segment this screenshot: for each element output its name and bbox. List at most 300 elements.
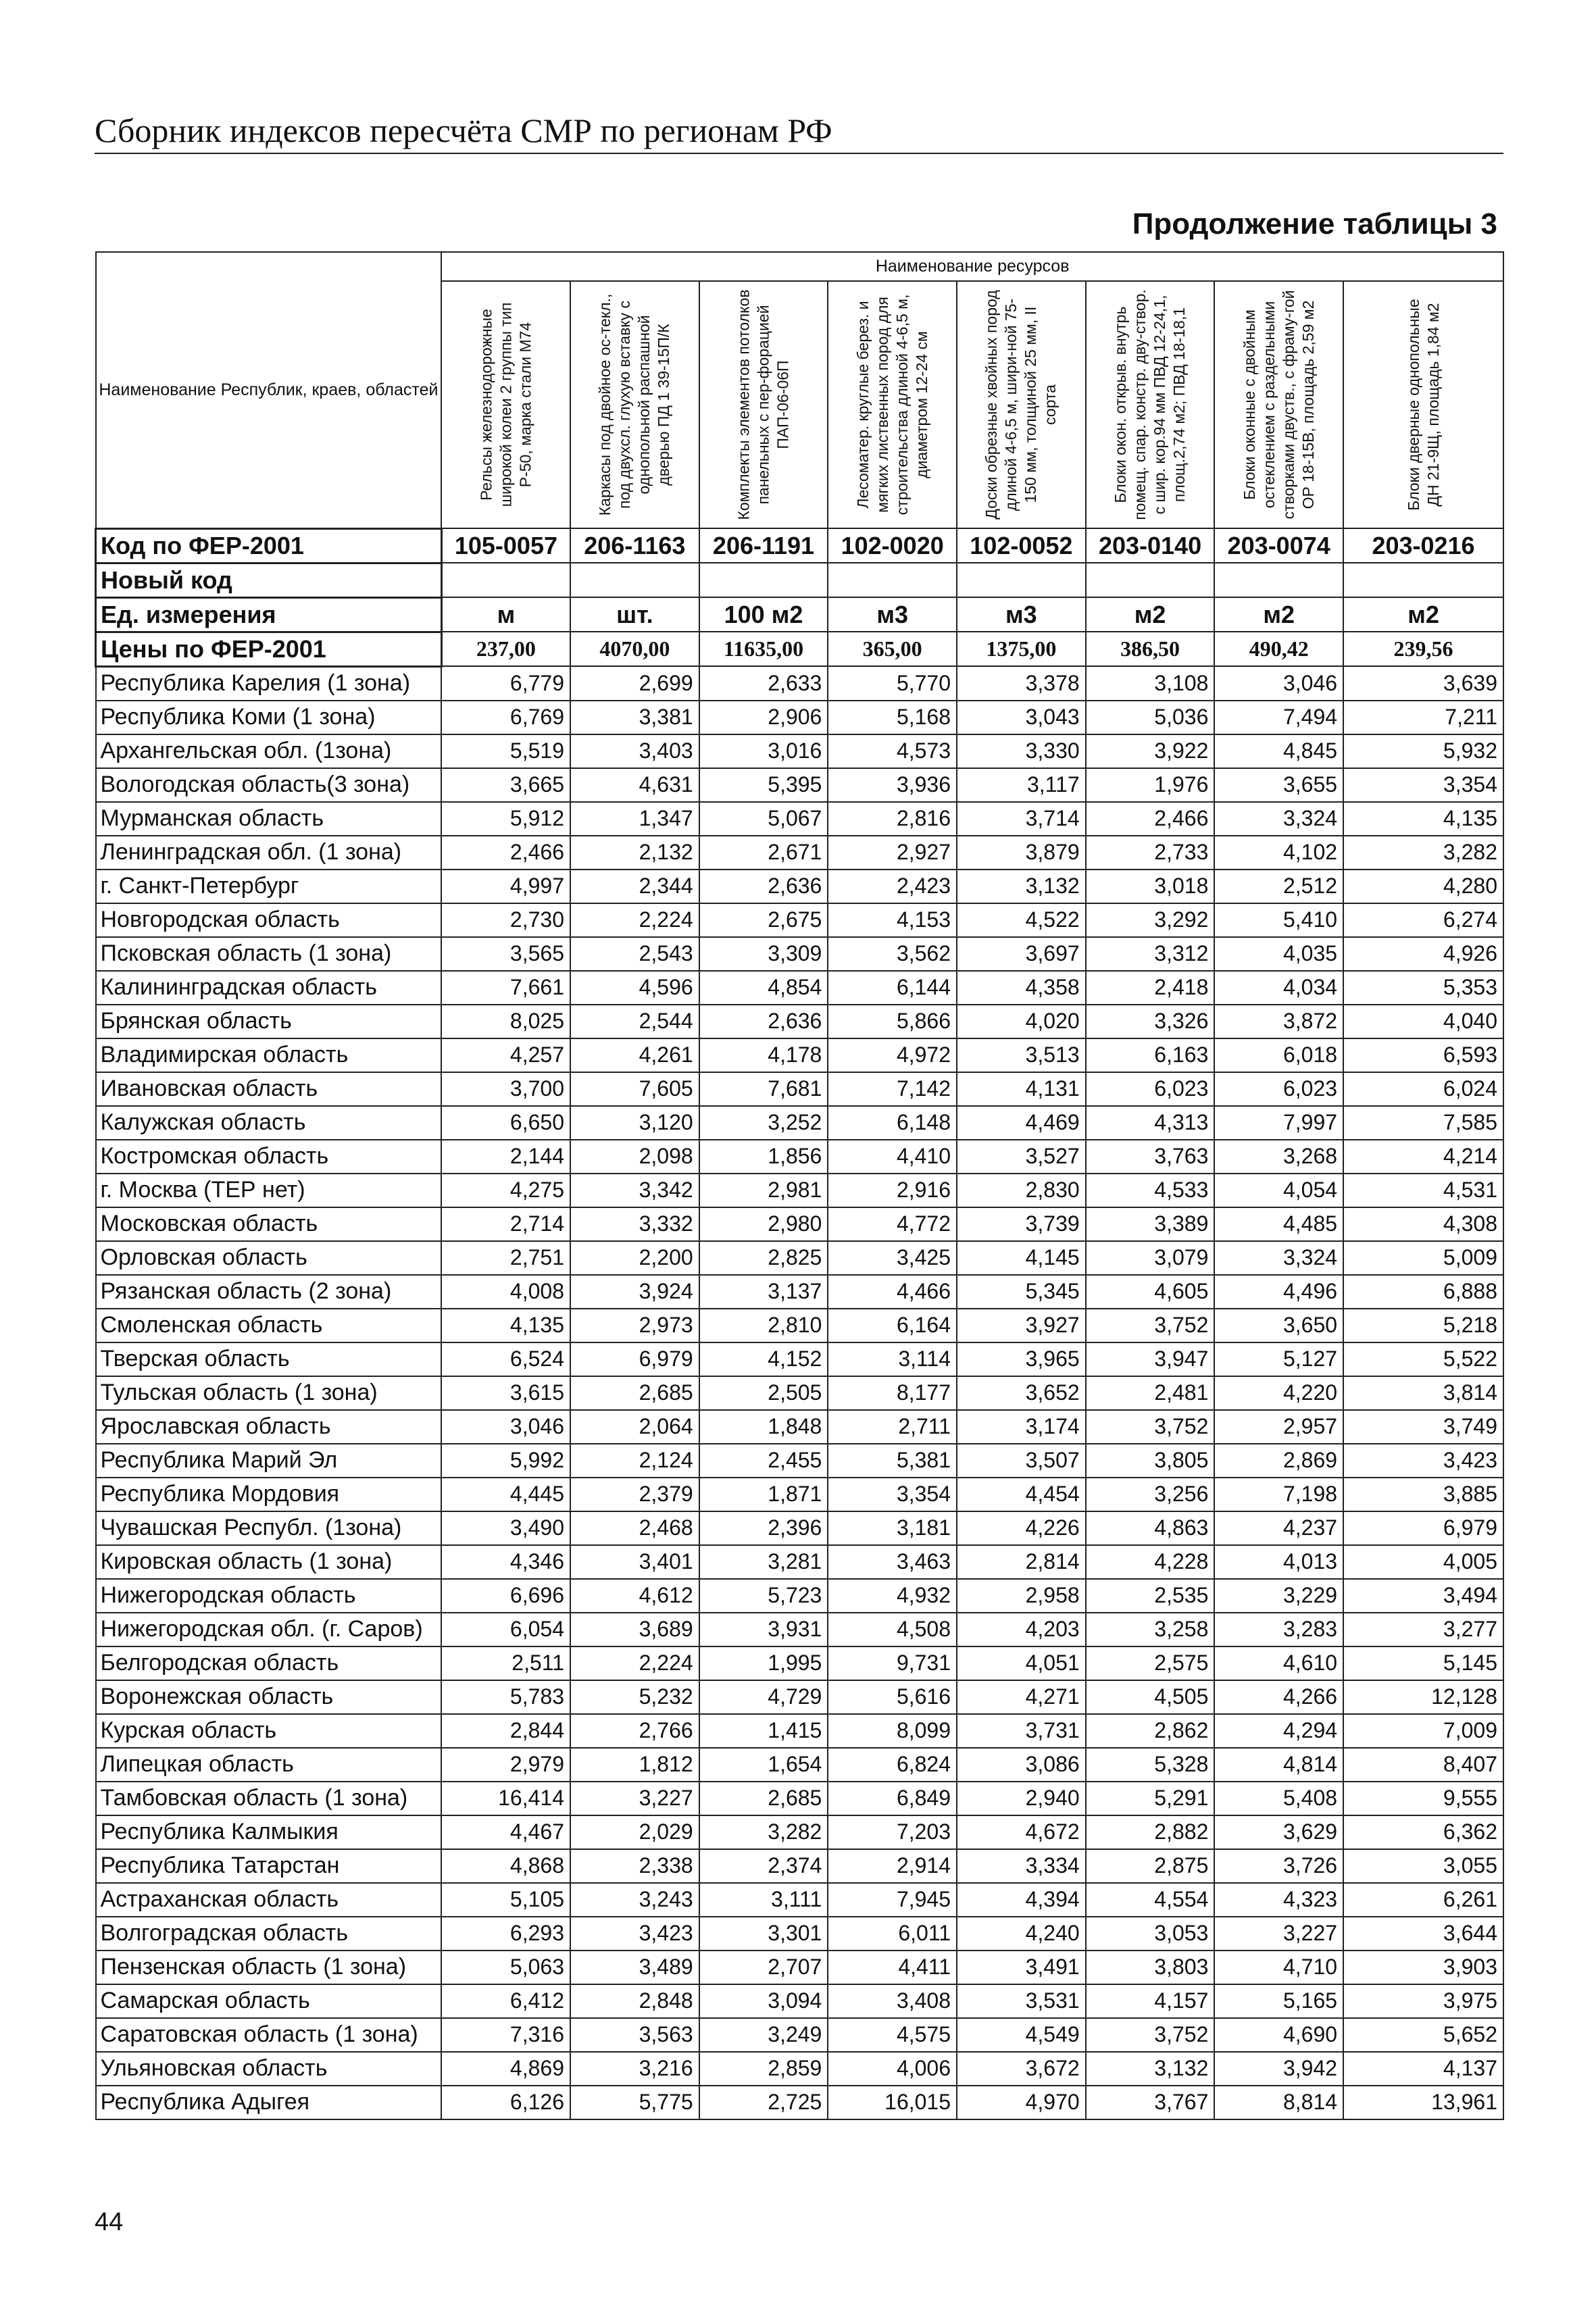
table-row [96,1680,1504,1714]
index-value-cell: 3,924 [570,1275,699,1309]
index-value-cell: 7,494 [1214,701,1343,734]
index-value-cell: 3,697 [957,937,1086,971]
region-name-cell: Курская область [96,1714,442,1748]
index-value-cell: 4,531 [1343,1174,1503,1207]
index-value-cell: 4,226 [957,1511,1086,1545]
index-value-cell: 6,593 [1343,1038,1503,1072]
index-value-cell: 3,258 [1086,1613,1215,1646]
index-value-cell: 5,232 [570,1680,699,1714]
table-row [96,870,1504,903]
price-cell: 1375,00 [957,632,1086,666]
new-code-cell [441,563,570,597]
index-value-cell: 5,328 [1086,1748,1215,1782]
index-value-cell: 2,064 [570,1410,699,1444]
index-value-cell: 2,973 [570,1309,699,1342]
index-value-cell: 4,008 [441,1275,570,1309]
index-value-cell: 7,661 [441,971,570,1005]
index-value-cell: 3,562 [828,937,957,971]
index-value-cell: 2,906 [699,701,828,734]
index-value-cell: 3,334 [957,1849,1086,1883]
region-name-cell: Белгородская область [96,1646,442,1680]
index-value-cell: 2,725 [699,2086,828,2119]
region-name-cell: Волгоградская область [96,1917,442,1951]
index-value-cell: 5,345 [957,1275,1086,1309]
index-value-cell: 3,018 [1086,870,1215,903]
index-value-cell: 3,117 [957,768,1086,802]
index-value-cell: 5,381 [828,1444,957,1478]
index-value-cell: 5,353 [1343,971,1503,1005]
index-value-cell: 2,633 [699,666,828,701]
region-name-cell: г. Санкт-Петербург [96,870,442,903]
index-value-cell: 4,549 [957,2018,1086,2052]
index-value-cell: 9,731 [828,1646,957,1680]
index-value-cell: 2,468 [570,1511,699,1545]
index-value-cell: 3,491 [957,1951,1086,1984]
index-table [95,251,1504,2120]
index-value-cell: 3,249 [699,2018,828,2052]
index-value-cell: 2,575 [1086,1646,1215,1680]
table-row [96,1714,1504,1748]
table-row [96,2018,1504,2052]
index-value-cell: 6,769 [441,701,570,734]
index-value-cell: 8,025 [441,1005,570,1038]
region-column-header: Наименование Республик, краев, областей [96,252,442,528]
index-value-cell: 5,063 [441,1951,570,1984]
table-row [96,1106,1504,1140]
index-value-cell: 5,408 [1214,1782,1343,1815]
index-value-cell: 6,979 [1343,1511,1503,1545]
index-value-cell: 3,114 [828,1342,957,1376]
index-value-cell: 4,266 [1214,1680,1343,1714]
region-name-cell: Рязанская область (2 зона) [96,1275,442,1309]
index-value-cell: 2,830 [957,1174,1086,1207]
index-value-cell: 2,144 [441,1140,570,1174]
index-value-cell: 2,423 [828,870,957,903]
region-name-cell: Московская область [96,1207,442,1241]
region-name-cell: Новгородская область [96,903,442,937]
index-value-cell: 7,009 [1343,1714,1503,1748]
resource-header-cell [1214,281,1343,528]
index-value-cell: 5,218 [1343,1309,1503,1342]
index-value-cell: 4,006 [828,2052,957,2086]
index-value-cell: 3,174 [957,1410,1086,1444]
index-value-cell: 6,126 [441,2086,570,2119]
index-value-cell: 4,672 [957,1815,1086,1849]
index-value-cell: 2,766 [570,1714,699,1748]
index-value-cell: 3,354 [828,1478,957,1511]
index-value-cell: 4,358 [957,971,1086,1005]
index-value-cell: 2,844 [441,1714,570,1748]
index-value-cell: 2,882 [1086,1815,1215,1849]
index-value-cell: 3,879 [957,836,1086,870]
index-value-cell: 3,408 [828,1984,957,2018]
index-value-cell: 6,824 [828,1748,957,1782]
index-value-cell: 5,723 [699,1579,828,1613]
resource-header-cell [441,281,570,528]
index-value-cell: 3,252 [699,1106,828,1140]
index-value-cell: 3,132 [957,870,1086,903]
index-value-cell: 4,533 [1086,1174,1215,1207]
unit-cell: м [441,597,570,632]
index-value-cell: 3,700 [441,1072,570,1106]
index-value-cell: 2,029 [570,1815,699,1849]
index-value-cell: 1,347 [570,802,699,836]
index-value-cell: 3,731 [957,1714,1086,1748]
table-row [96,768,1504,802]
index-value-cell: 2,124 [570,1444,699,1478]
index-value-cell: 4,970 [957,2086,1086,2119]
index-value-cell: 2,730 [441,903,570,937]
index-value-cell: 1,415 [699,1714,828,1748]
index-value-cell: 3,086 [957,1748,1086,1782]
index-value-cell: 2,098 [570,1140,699,1174]
region-name-cell: Самарская область [96,1984,442,2018]
table-row [96,1309,1504,1342]
index-value-cell: 3,046 [441,1410,570,1444]
index-value-cell: 5,866 [828,1005,957,1038]
index-value-cell: 1,654 [699,1748,828,1782]
region-name-cell: Калужская область [96,1106,442,1140]
table-row [96,1410,1504,1444]
table-row [96,701,1504,734]
index-value-cell: 3,292 [1086,903,1215,937]
index-value-cell: 4,257 [441,1038,570,1072]
index-value-cell: 4,505 [1086,1680,1215,1714]
index-value-cell: 3,767 [1086,2086,1215,2119]
index-value-cell: 3,301 [699,1917,828,1951]
index-value-cell: 4,220 [1214,1376,1343,1410]
table-row [96,1072,1504,1106]
price-cell: 237,00 [441,632,570,666]
index-value-cell: 2,814 [957,1545,1086,1579]
index-value-cell: 5,067 [699,802,828,836]
index-value-cell: 2,859 [699,2052,828,2086]
table-row [96,1951,1504,1984]
table-row [96,1444,1504,1478]
index-value-cell: 3,277 [1343,1613,1503,1646]
index-value-cell: 4,863 [1086,1511,1215,1545]
index-value-cell: 2,869 [1214,1444,1343,1478]
index-value-cell: 4,157 [1086,1984,1215,2018]
index-value-cell: 4,932 [828,1579,957,1613]
index-value-cell: 4,410 [828,1140,957,1174]
index-value-cell: 3,094 [699,1984,828,2018]
index-value-cell: 3,615 [441,1376,570,1410]
unit-cell: м2 [1214,597,1343,632]
index-value-cell: 2,535 [1086,1579,1215,1613]
resource-name: Комплекты элементов потолков панельных с пер-форацией ПАП-06-06П [734,289,792,520]
index-value-cell: 2,338 [570,1849,699,1883]
index-value-cell: 3,490 [441,1511,570,1545]
index-value-cell: 2,344 [570,870,699,903]
region-name-cell: Мурманская область [96,802,442,836]
index-value-cell: 7,945 [828,1883,957,1917]
index-value-cell: 4,610 [1214,1646,1343,1680]
index-value-cell: 3,672 [957,2052,1086,2086]
index-value-cell: 2,711 [828,1410,957,1444]
index-value-cell: 3,726 [1214,1849,1343,1883]
index-value-cell: 3,046 [1214,666,1343,701]
index-value-cell: 5,770 [828,666,957,701]
index-value-cell: 3,752 [1086,1410,1215,1444]
index-value-cell: 3,872 [1214,1005,1343,1038]
price-cell: 365,00 [828,632,957,666]
index-value-cell: 4,271 [957,1680,1086,1714]
index-value-cell: 3,043 [957,701,1086,734]
index-value-cell: 6,274 [1343,903,1503,937]
index-value-cell: 4,034 [1214,971,1343,1005]
index-value-cell: 3,326 [1086,1005,1215,1038]
index-value-cell: 1,856 [699,1140,828,1174]
table-row [96,937,1504,971]
index-value-cell: 3,936 [828,768,957,802]
index-value-cell: 6,023 [1086,1072,1215,1106]
index-value-cell: 3,423 [570,1917,699,1951]
index-value-cell: 3,629 [1214,1815,1343,1849]
index-value-cell: 3,463 [828,1545,957,1579]
index-value-cell: 3,903 [1343,1951,1503,1984]
index-value-cell: 5,616 [828,1680,957,1714]
index-value-cell: 4,308 [1343,1207,1503,1241]
index-value-cell: 3,975 [1343,1984,1503,2018]
index-value-cell: 4,237 [1214,1511,1343,1545]
page-header [95,108,1503,154]
index-value-cell: 3,425 [828,1241,957,1275]
table-row [96,2086,1504,2119]
index-value-cell: 3,120 [570,1106,699,1140]
index-value-cell: 4,690 [1214,2018,1343,2052]
new-code-label: Новый код [96,563,442,597]
index-value-cell: 3,389 [1086,1207,1215,1241]
index-value-cell: 6,650 [441,1106,570,1140]
price-cell: 386,50 [1086,632,1215,666]
index-value-cell: 4,814 [1214,1748,1343,1782]
index-value-cell: 3,650 [1214,1309,1343,1342]
index-value-cell: 2,200 [570,1241,699,1275]
index-value-cell: 4,178 [699,1038,828,1072]
table-row [96,836,1504,870]
resource-name: Блоки оконные с двойным остеклением с раздельными створками двуств., с фраму-гой ОР 18-15В, площадь 2,59 м2 [1240,290,1317,520]
index-value-cell: 6,018 [1214,1038,1343,1072]
region-name-cell: Ярославская область [96,1410,442,1444]
fer-code-cell: 102-0020 [828,528,957,563]
index-value-cell: 3,563 [570,2018,699,2052]
index-value-cell: 2,455 [699,1444,828,1478]
resource-name: Блоки дверные однопольные ДН 21-9Щ, площадь 1,84 м2 [1404,299,1442,511]
region-name-cell: Республика Карелия (1 зона) [96,666,442,701]
region-name-cell: Республика Адыгея [96,2086,442,2119]
index-value-cell: 6,412 [441,1984,570,2018]
index-value-cell: 8,407 [1343,1748,1503,1782]
index-value-cell: 3,283 [1214,1613,1343,1646]
index-value-cell: 2,733 [1086,836,1215,870]
index-value-cell: 4,275 [441,1174,570,1207]
index-value-cell: 3,752 [1086,2018,1215,2052]
index-value-cell: 2,848 [570,1984,699,2018]
index-value-cell: 2,981 [699,1174,828,1207]
index-value-cell: 5,783 [441,1680,570,1714]
index-value-cell: 2,875 [1086,1849,1215,1883]
index-value-cell: 2,914 [828,1849,957,1883]
index-value-cell: 2,466 [441,836,570,870]
table-row [96,1545,1504,1579]
index-value-cell: 2,418 [1086,971,1215,1005]
index-value-cell: 3,108 [1086,666,1215,701]
index-value-cell: 6,696 [441,1579,570,1613]
index-value-cell: 6,293 [441,1917,570,1951]
index-value-cell: 2,714 [441,1207,570,1241]
index-value-cell: 4,051 [957,1646,1086,1680]
index-value-cell: 2,940 [957,1782,1086,1815]
index-value-cell: 6,054 [441,1613,570,1646]
table-body [96,252,1504,2119]
table-row [96,1917,1504,1951]
index-value-cell: 3,644 [1343,1917,1503,1951]
region-name-cell: Ленинградская обл. (1 зона) [96,836,442,870]
region-name-cell: Вологодская область(3 зона) [96,768,442,802]
index-value-cell: 4,054 [1214,1174,1343,1207]
index-value-cell: 5,652 [1343,2018,1503,2052]
index-value-cell: 6,362 [1343,1815,1503,1849]
region-name-cell: Нижегородская область [96,1579,442,1613]
index-value-cell: 7,585 [1343,1106,1503,1140]
index-value-cell: 6,144 [828,971,957,1005]
new-code-cell [957,563,1086,597]
index-value-cell: 3,256 [1086,1478,1215,1511]
table-row [96,1038,1504,1072]
region-name-cell: Брянская область [96,1005,442,1038]
fer-code-cell: 203-0074 [1214,528,1343,563]
index-value-cell: 3,243 [570,1883,699,1917]
index-value-cell: 3,927 [957,1309,1086,1342]
index-value-cell: 3,423 [1343,1444,1503,1478]
table-row [96,1207,1504,1241]
index-value-cell: 3,324 [1214,1241,1343,1275]
region-name-cell: Ивановская область [96,1072,442,1106]
index-value-cell: 2,816 [828,802,957,836]
index-value-cell: 3,227 [1214,1917,1343,1951]
index-value-cell: 3,714 [957,802,1086,836]
index-value-cell: 6,524 [441,1342,570,1376]
index-value-cell: 3,137 [699,1275,828,1309]
index-value-cell: 2,979 [441,1748,570,1782]
index-value-cell: 2,132 [570,836,699,870]
index-value-cell: 4,605 [1086,1275,1215,1309]
index-value-cell: 4,485 [1214,1207,1343,1241]
index-value-cell: 4,280 [1343,870,1503,903]
index-value-cell: 7,605 [570,1072,699,1106]
region-name-cell: Смоленская область [96,1309,442,1342]
index-value-cell: 6,779 [441,666,570,701]
index-value-cell: 6,023 [1214,1072,1343,1106]
index-value-cell: 1,976 [1086,768,1215,802]
index-value-cell: 3,763 [1086,1140,1215,1174]
index-value-cell: 2,958 [957,1579,1086,1613]
index-value-cell: 2,466 [1086,802,1215,836]
index-value-cell: 1,848 [699,1410,828,1444]
index-value-cell: 3,922 [1086,734,1215,768]
index-value-cell: 13,961 [1343,2086,1503,2119]
unit-label: Ед. измерения [96,597,442,632]
index-value-cell: 4,035 [1214,937,1343,971]
index-value-cell: 3,652 [957,1376,1086,1410]
index-value-cell: 3,403 [570,734,699,768]
index-value-cell: 2,927 [828,836,957,870]
index-value-cell: 3,216 [570,2052,699,2086]
index-value-cell: 5,036 [1086,701,1215,734]
table-row [96,1275,1504,1309]
index-value-cell: 2,512 [1214,870,1343,903]
index-value-cell: 4,454 [957,1478,1086,1511]
index-value-cell: 4,496 [1214,1275,1343,1309]
index-value-cell: 4,240 [957,1917,1086,1951]
region-name-cell: Воронежская область [96,1680,442,1714]
unit-cell: м3 [828,597,957,632]
index-value-cell: 3,282 [699,1815,828,1849]
index-value-cell: 3,342 [570,1174,699,1207]
fer-code-cell: 203-0216 [1343,528,1503,563]
index-value-cell: 3,885 [1343,1478,1503,1511]
index-value-cell: 1,871 [699,1478,828,1511]
index-value-cell: 4,466 [828,1275,957,1309]
index-value-cell: 3,181 [828,1511,957,1545]
index-value-cell: 1,812 [570,1748,699,1782]
index-value-cell: 2,224 [570,903,699,937]
index-value-cell: 5,395 [699,768,828,802]
index-value-cell: 3,739 [957,1207,1086,1241]
region-name-cell: Республика Марий Эл [96,1444,442,1478]
unit-cell: 100 м2 [699,597,828,632]
index-value-cell: 3,527 [957,1140,1086,1174]
index-value-cell: 2,685 [570,1376,699,1410]
region-name-cell: Кировская область (1 зона) [96,1545,442,1579]
resource-header-cell [957,281,1086,528]
index-value-cell: 4,040 [1343,1005,1503,1038]
index-value-cell: 4,854 [699,971,828,1005]
region-name-cell: Астраханская область [96,1883,442,1917]
table-row [96,903,1504,937]
index-value-cell: 7,142 [828,1072,957,1106]
index-value-cell: 4,135 [441,1309,570,1342]
index-value-cell: 3,803 [1086,1951,1215,1984]
index-value-cell: 4,313 [1086,1106,1215,1140]
index-value-cell: 4,631 [570,768,699,802]
index-value-cell: 16,414 [441,1782,570,1815]
index-value-cell: 4,445 [441,1478,570,1511]
fer-code-label: Код по ФЕР-2001 [96,528,442,563]
resource-name: Блоки окон. открыв. внутрь помещ. спар. констр. дву-створ. с шир. кор.94 мм ПВД 12-24,1, площ.2,74 м2; ПВД 18-18,1 [1112,289,1189,520]
region-name-cell: Республика Татарстан [96,1849,442,1883]
table-row [96,1376,1504,1410]
table-row [96,971,1504,1005]
region-name-cell: Архангельская обл. (1зона) [96,734,442,768]
price-cell: 490,42 [1214,632,1343,666]
region-name-cell: Тамбовская область (1 зона) [96,1782,442,1815]
index-value-cell: 4,845 [1214,734,1343,768]
index-value-cell: 3,565 [441,937,570,971]
index-value-cell: 7,211 [1343,701,1503,734]
unit-cell: шт. [570,597,699,632]
index-value-cell: 3,079 [1086,1241,1215,1275]
fer-code-cell: 203-0140 [1086,528,1215,563]
region-name-cell: г. Москва (ТЕР нет) [96,1174,442,1207]
region-name-cell: Ульяновская область [96,2052,442,2086]
index-value-cell: 8,814 [1214,2086,1343,2119]
resource-header-cell [828,281,957,528]
resource-name: Каркасы под двойное ос-текл., под двухсл. глухую вставку с однопольной распашной дверью ПД 1 39-15П/К [596,293,673,516]
index-value-cell: 4,926 [1343,937,1503,971]
index-value-cell: 3,111 [699,1883,828,1917]
